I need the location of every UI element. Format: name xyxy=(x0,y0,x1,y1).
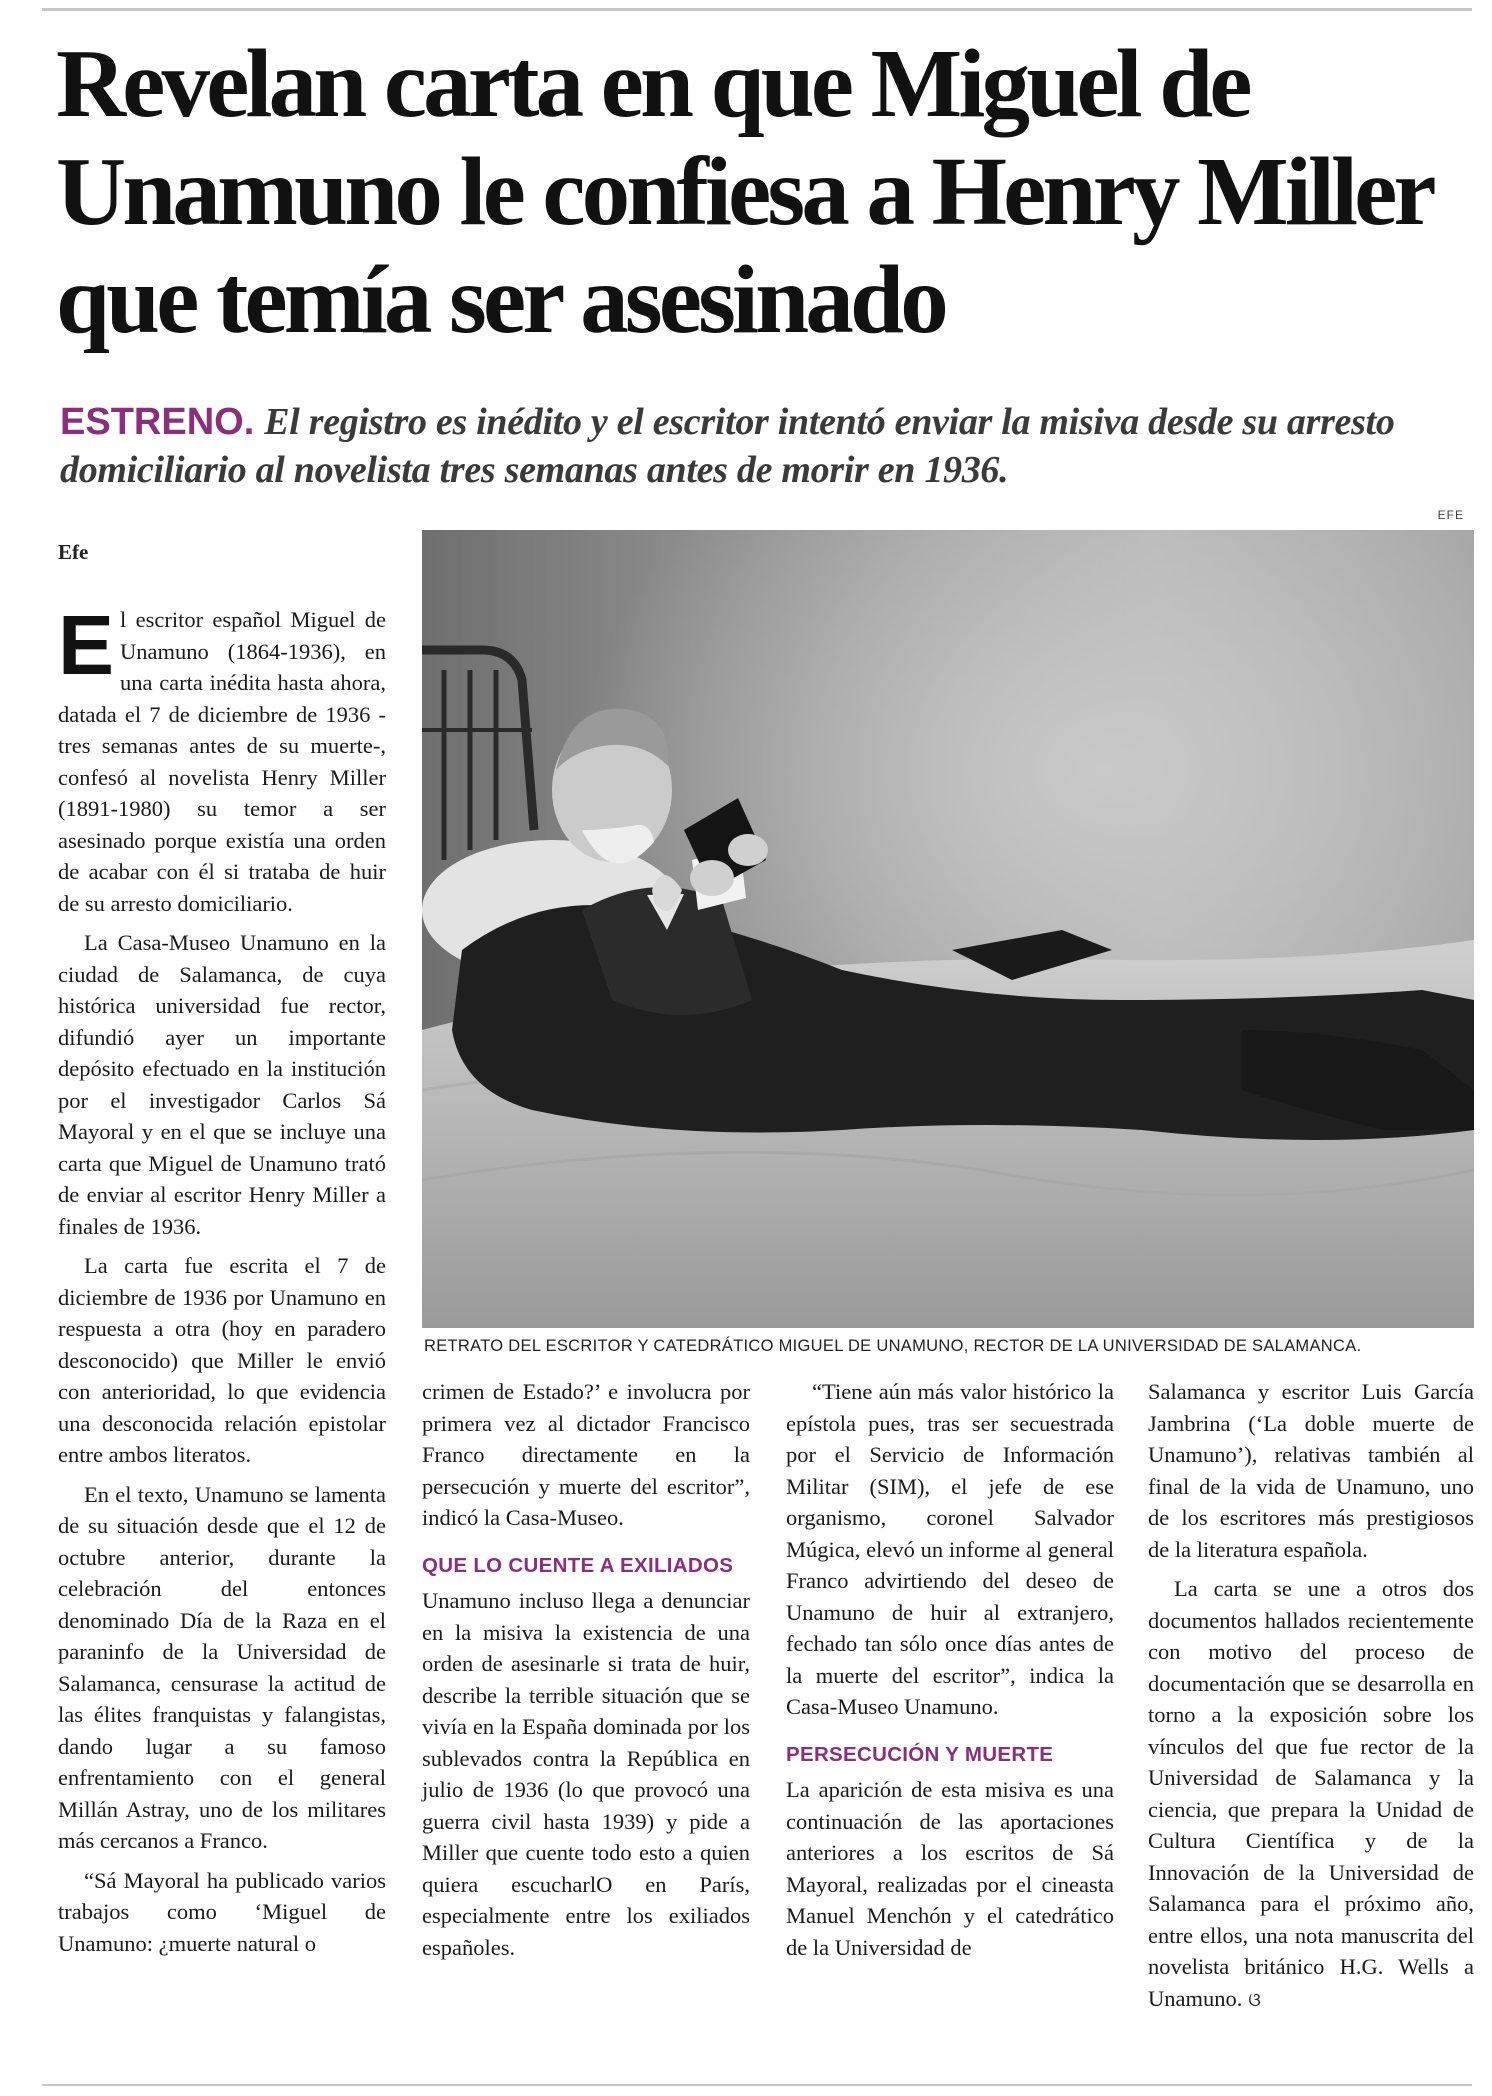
subhead-text: El registro es inédito y el escritor intentó enviar la misiva desde su arresto domiciliario al novelista tres semanas antes de morir en 1936. xyxy=(60,401,1395,491)
headline: Revelan carta en que Miguel de Unamuno le confiesa a Henry Miller que temía ser asesinado xyxy=(56,30,1432,353)
column-2 xyxy=(422,1376,750,1971)
paragraph: “Tiene aún más valor histórico la epístola pues, tras ser secuestrada por el Servicio de Información Militar (SIM), el jefe de ese organismo, coronel Salvador Múgica, elevó un informe al general Franco advirtiendo del deseo de Unamuno de huir al extranjero, fechado tan sólo once días antes de la muerte del escritor”, indica la Casa-Museo Unamuno. xyxy=(786,1379,1114,1719)
paragraph: La carta fue escrita el 7 de diciembre de 1936 por Unamuno en respuesta a otra (hoy en paradero desconocido) que Miller le envió con anterioridad, lo que evidencia una desconocida relación epistolar entre ambos literatos. xyxy=(58,1253,386,1467)
top-rule xyxy=(42,8,1472,11)
subheadline xyxy=(60,398,1460,494)
paragraph-text: La carta se une a otros dos documentos hallados recientemente con motivo del proceso de documentación que se desarrolla en torno a la exposición sobre los vínculos del que fue rector de la Universidad de Salamanca y la ciencia, que prepara la Unidad de Cultura Científica y de la Innovación de la Universidad de Salamanca para el próximo año, entre ellos, una nota manuscrita del novelista británico H.G. Wells a Unamuno. xyxy=(1148,1576,1474,2011)
paragraph: La Casa-Museo Unamuno en la ciudad de Salamanca, de cuya histórica universidad fue rector, difundió ayer un importante depósito efectuado en la institución por el investigador Carlos Sá Mayoral y en el que se incluye una carta que Miguel de Unamuno trató de enviar al escritor Henry Miller a finales de 1936. xyxy=(58,930,386,1239)
bottom-rule xyxy=(42,2084,1472,2086)
unamuno-reading-photo xyxy=(422,530,1474,1328)
paragraph: Unamuno incluso llega a denunciar en la misiva la existencia de una orden de asesinarle si trata de huir, describe la terrible situación que se vivía en la España dominada por los sublevados contra la República en julio de 1936 (lo que provocó una guerra civil hasta 1939) y pide a Miller que cuente todo esto a quien quiera escucharlO en París, especialmente entre los exiliados españoles. xyxy=(422,1588,750,1960)
section-heading: PERSECUCIÓN Y MUERTE xyxy=(786,1742,1054,1766)
section-heading: QUE LO CUENTE A EXILIADOS xyxy=(422,1553,734,1577)
column-3 xyxy=(786,1376,1114,1971)
paragraph-text: l escritor español Miguel de Unamuno (1864-1936), en una carta inédita hasta ahora, datada el 7 de diciembre de 1936 -tres semanas antes de su muerte-, confesó al novelista Henry Miller (1891-1980) su temor a ser asesinado porque existía una orden de acabar con él si trataba de huir de su arresto domiciliario. xyxy=(58,607,386,916)
paragraph: crimen de Estado?’ e involucra por primera vez al dictador Francisco Franco directamente en la persecución y muerte del escritor”, indicó la Casa-Museo. xyxy=(422,1379,750,1530)
drop-cap: E xyxy=(58,598,115,692)
article-photo xyxy=(422,530,1474,1328)
column-4 xyxy=(1148,1376,1474,2024)
paragraph xyxy=(58,598,386,919)
column-1 xyxy=(58,598,386,1967)
paragraph: “Sá Mayoral ha publicado varios trabajos como ‘Miguel de Unamuno: ¿muerte natural o xyxy=(58,1867,386,1956)
paragraph: La aparición de esta misiva es una continuación de las aportaciones anteriores a los escritos de Sá Mayoral, realizadas por el cineasta Manuel Menchón y el catedrático de la Universidad de xyxy=(786,1777,1114,1960)
byline: Efe xyxy=(58,540,89,564)
paragraph: Salamanca y escritor Luis García Jambrina (‘La doble muerte de Unamuno’), relativas también al final de la vida de Unamuno, uno de los escritores más prestigiosos de la literatura española. xyxy=(1148,1379,1474,1562)
end-mark-icon: ଓ xyxy=(1248,1989,1261,2011)
kicker-label: ESTRENO. xyxy=(60,401,255,443)
paragraph: En el texto, Unamuno se lamenta de su situación desde que el 12 de octubre anterior, durante la celebración del entonces denominado Día de la Raza en el paraninfo de la Universidad de Salamanca, censurase la actitud de las élites franquistas y falangistas, dando lugar a su famoso enfrentamiento con el general Millán Astray, uno de los militares más cercanos a Franco. xyxy=(58,1481,386,1853)
paragraph xyxy=(1148,1573,1474,2016)
photo-caption: RETRATO DEL ESCRITOR Y CATEDRÁTICO MIGUEL DE UNAMUNO, RECTOR DE LA UNIVERSIDAD DE SALAMANCA. xyxy=(424,1337,1362,1355)
photo-credit: EFE xyxy=(1437,508,1464,522)
